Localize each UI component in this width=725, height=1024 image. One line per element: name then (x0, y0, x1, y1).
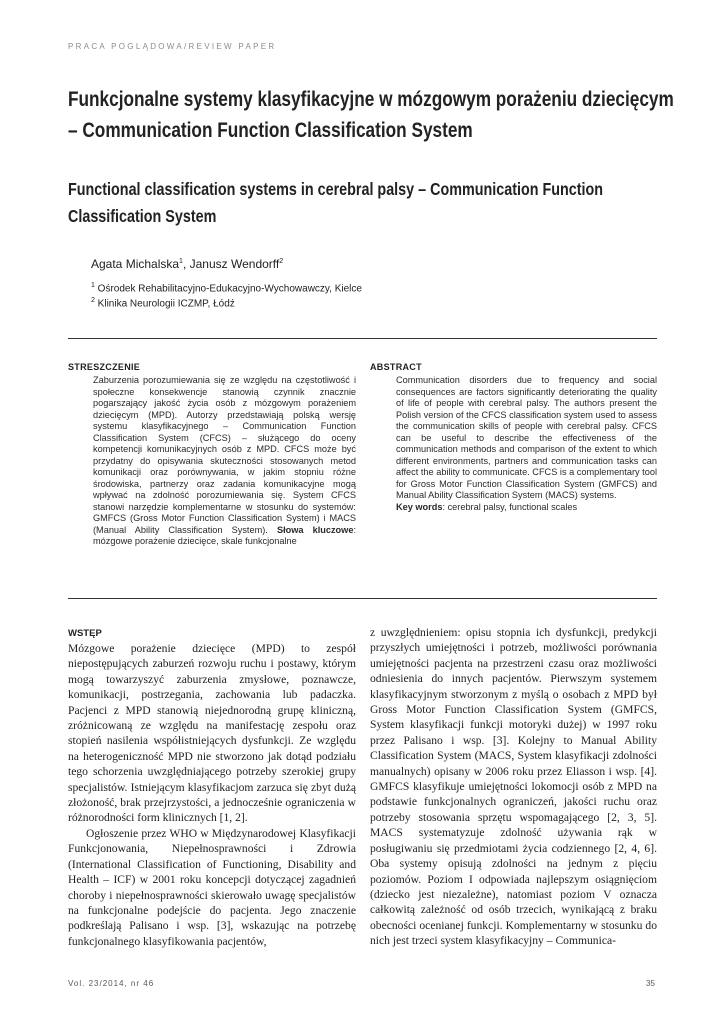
paragraph: z uwzględnieniem: opisu stopnia ich dysfunkcji, predykcji przyszłych umiejętności i potrzeb, możliwości porównania umiejętności pacjenta na przestrzeni czasu oraz możliwości odniesienia do innych pacjentów. Pierwszym systemem klasyfikacyjnym stworzonym z myślą o osobach z MPD był Gross Motor Function Classification System (GMFCS, System klasyfikacji funkcji motoryki dużej) w 1997 roku przez Palisano i wsp. [3]. Kolejny to Manual Ability Classification System (MACS, System klasyfikacji zdolności manualnych) opisany w 2006 roku przez Eliasson i wsp. [4]. GMFCS klasyfikuje umiejętności lokomocji osób z MPD na podstawie funkcjonalnych ograniczeń, jakości ruchu oraz potrzeby stosowania sprzętu wspomagającego [2, 3, 5]. MACS systematyzuje zdolność używania rąk w posługiwaniu się przedmiotami życia codziennego [2, 4, 6]. Oba systemy opisują zdolności na jednym z pięciu poziomów. Poziom I odpowiada najlepszym osiągnięciom (dziecko jest niezależne), natomiast poziom V oznacza całkowitą zależność od osób trzecich, wynikającą z braku obecności ocenianej funkcji. Komplementarny w stosunku do nich jest trzeci system klasyfikacyjny – Communica- (370, 626, 657, 948)
author-separator: , (182, 257, 190, 271)
keywords-text: : cerebral palsy, functional scales (442, 501, 578, 512)
abstract-body (396, 375, 657, 513)
title-english (68, 176, 604, 230)
title-polish-line1: Funkcjonalne systemy klasyfikacyjne w mózgowym porażeniu dziecięcym (68, 88, 674, 111)
keywords-text: : mózgowe porażenie dziecięce, skale funkcjonalne (93, 524, 356, 546)
author-affiliation-mark: 1 (179, 258, 183, 265)
streszczenie-body (93, 375, 356, 548)
paragraph: Ogłoszenie przez WHO w Międzynarodowej Klasyfikacji Funkcjonowania, Niepełnosprawności i Zdrowia (International Classification of Functioning, Disability and Health – ICF) w 2001 roku koncepcji dotyczącej zagadnień choroby i niepełnosprawności skierowało uwagę specjalistów na funkcjonalne podejście do pacjenta. Jego znaczenie podkreślają Palisano i wsp. [3], wskazując na potrzebę funkcjonalnego klasyfikowania pacjentów, (68, 826, 356, 948)
author-affiliation-mark: 2 (279, 258, 284, 265)
keywords-label: Key words (396, 501, 443, 512)
divider-top (68, 338, 657, 339)
author-name: Janusz Wendorff (189, 257, 280, 271)
body-column-left (68, 641, 356, 949)
title-english-line1: Functional classification systems in cerebral palsy – Communication Function (68, 179, 604, 199)
affiliation (91, 297, 235, 309)
body-column-right (370, 625, 657, 949)
abstract-heading: ABSTRACT (370, 362, 422, 372)
streszczenie-text: Zaburzenia porozumiewania się ze względu na częstotliwość i społeczne konsekwencje stanowią czynnik znacznie pogarszający jakość życia osób z mózgowym porażeniem dziecięcym (MPD). Autorzy przedstawiają polską wersję systemu klasyfikacyjnego – Communication Function Classification System (CFCS) – służącego do oceny kompetencji komunikacyjnych osób z MPD. CFCS może być przydatny do opisywania skuteczności stosowanych metod komunikacji oraz porównywania, w jakim stopniu różne środowiska, partnerzy oraz zadania komunikacyjne mogą wpływać na zdolność porozumiewania się. System CFCS stanowi narzędzie komplementarne w stosunku do systemów: GMFCS (Gross Motor Function Classification System) i MACS (Manual Ability Classification System). (93, 375, 356, 535)
keywords-label: Słowa kluczowe (276, 524, 354, 535)
affiliation-number: 2 (91, 297, 95, 304)
abstract-text: Communication disorders due to frequency and social consequences are factors significantly deteriorating the quality of life of people with cerebral palsy. The authors present the Polish version of the CFCS classification system used to assess the communication skills of people with cerebral palsy. CFCS can be useful to describe the effectiveness of the communication methods and comparison of the extent to which different environments, partners and communication tasks can affect the ability to communicate. CFCS is a complementary tool for Gross Motor Function Classification System (GMFCS) and Manual Ability Classification System (MACS) systems. (396, 375, 657, 500)
paragraph: Mózgowe porażenie dziecięce (MPD) to zespół niepostępujących zaburzeń rozwoju ruchu i postawy, którym mogą towarzyszyć zaburzenia zmysłowe, poznawcze, komunikacji, postrzegania, zachowania lub padaczka. Pacjenci z MPD stanowią niejednorodną grupę kliniczną, zróżnicowaną ze względu na manifestację zespołu oraz stopień nasilenia współistniejących dysfunkcji. Ze względu na heterogeniczność MPD nie stworzono jak dotąd podziału tego schorzenia uwzględniającego potrzeby szerokiej grupy specjalistów. Istniejącym klasyfikacjom zarzuca się zbyt dużą złożoność, brak przejrzystości, a jednocześnie ograniczenia w różnorodności form klinicznych [1, 2]. (68, 642, 356, 825)
title-polish (68, 84, 674, 146)
authors (91, 257, 283, 271)
affiliation-text: Klinika Neurologii ICZMP, Łódź (94, 298, 235, 310)
section-heading-wstep: WSTĘP (68, 628, 102, 639)
streszczenie-heading: STRESZCZENIE (68, 362, 141, 372)
affiliation-text: Ośrodek Rehabilitacyjno-Edukacyjno-Wychowawczy, Kielce (94, 283, 362, 295)
affiliation-number: 1 (91, 282, 95, 289)
page-number: 35 (646, 979, 655, 988)
title-polish-line2: – Communication Function Classification System (68, 119, 473, 142)
author-name: Agata Michalska (91, 257, 180, 271)
affiliation (91, 282, 362, 294)
title-english-line2: Classification System (68, 206, 217, 226)
section-label: PRACA POGLĄDOWA/REVIEW PAPER (68, 42, 277, 51)
footer-volume: Vol. 23/2014, nr 46 (68, 979, 155, 988)
divider-middle (68, 598, 657, 599)
